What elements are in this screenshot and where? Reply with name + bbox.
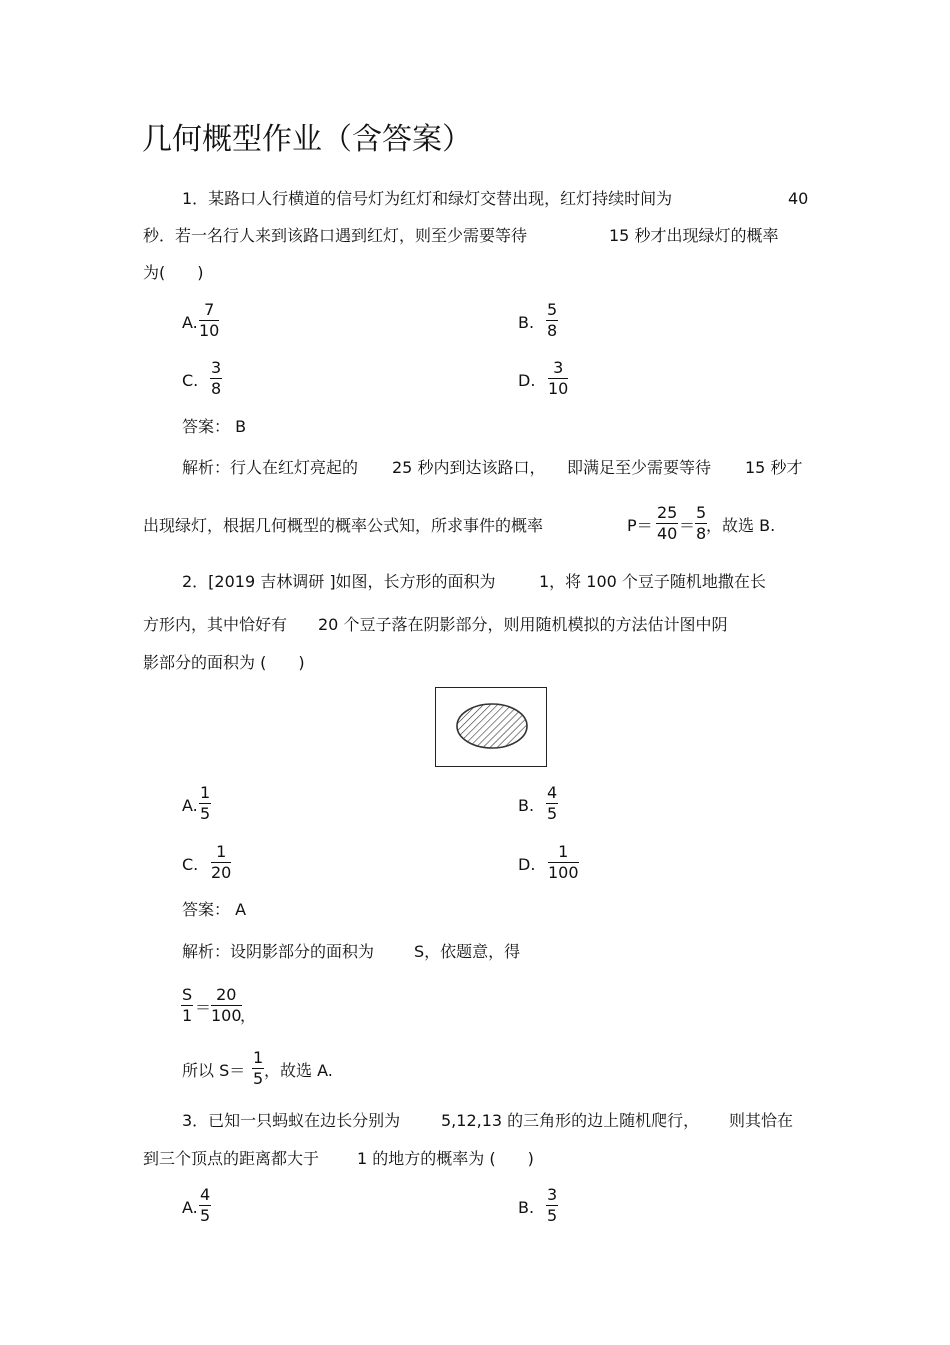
q2-analysis-line1a: 解析：设阴影部分的面积为 (182, 942, 375, 961)
q3-text-line1b: 5,12,13 的三角形的边上随机爬行， (441, 1111, 700, 1130)
q2-answer: 答案： A (182, 900, 247, 919)
q1-option-a-fraction (199, 302, 219, 339)
q1-analysis-P: P＝ (627, 516, 653, 535)
q2-equation-right-denominator: 100 (211, 1006, 242, 1025)
q2-text-line1b: 1，将 100 个豆子随机地撒在长 (539, 572, 766, 591)
q1-analysis-line1a: 解析：行人在红灯亮起的 (182, 458, 359, 477)
q1-text-line1-number: 40 (788, 189, 809, 208)
q2-option-a-label: A. (182, 796, 198, 815)
q1-text-line1: 1．某路口人行横道的信号灯为红灯和绿灯交替出现，红灯持续时间为 (182, 189, 673, 208)
q2-option-b-denominator: 5 (547, 804, 558, 823)
q3-option-a-denominator: 5 (200, 1206, 211, 1225)
q2-text-line3: 影部分的面积为 ( ) (143, 653, 305, 672)
q2-equation-left-denominator: 1 (181, 1006, 193, 1025)
page-title: 几何概型作业（含答案） (142, 122, 472, 157)
q1-text-line2b: 15 秒才出现绿灯的概率 (609, 226, 779, 245)
q3-text-line2a: 到三个顶点的距离都大于 (143, 1149, 320, 1168)
q2-equation-comma: ， (240, 1006, 257, 1025)
q3-option-a-label: A. (182, 1198, 198, 1217)
q1-answer: 答案： B (182, 417, 247, 436)
q2-conclusion-fraction (252, 1050, 264, 1087)
q1-option-c-denominator: 8 (211, 379, 222, 398)
shaded-ellipse-diagram (436, 688, 545, 765)
q1-analysis-fraction-1-numerator: 25 (657, 503, 678, 522)
q1-option-c-numerator: 3 (211, 358, 222, 377)
q3-option-a-numerator: 4 (200, 1185, 211, 1204)
q1-option-d-label: D. (518, 371, 536, 390)
q1-option-c-label: C. (182, 371, 199, 390)
shaded-ellipse (457, 704, 527, 748)
q1-analysis-line1c: 即满足至少需要等待 (567, 458, 712, 477)
q1-option-b-fraction (546, 302, 558, 339)
q1-option-d-denominator: 10 (548, 379, 569, 398)
q2-equation-right-fraction (211, 987, 242, 1024)
q2-equation-equals: ＝ (195, 998, 212, 1017)
q2-option-d-numerator: 1 (548, 844, 579, 863)
q2-equation-left-numerator: S (182, 985, 193, 1004)
q2-text-line2a: 方形内，其中恰好有 (143, 615, 288, 634)
q2-option-d-denominator: 100 (548, 863, 579, 882)
q2-option-d-label: D. (518, 855, 536, 874)
q1-option-a-label: A. (182, 313, 198, 332)
q1-option-b-numerator: 5 (547, 300, 558, 319)
q2-option-c-numerator: 1 (211, 844, 231, 863)
q3-option-b-label: B. (518, 1198, 535, 1217)
q3-option-a-fraction (199, 1187, 211, 1224)
q1-analysis-line2: 出现绿灯，根据几何概型的概率公式知，所求事件的概率 (143, 516, 544, 535)
q1-analysis-fraction-2-numerator: 5 (696, 503, 707, 522)
q3-text-line1a: 3．已知一只蚂蚁在边长分别为 (182, 1111, 401, 1130)
q1-analysis-line1d: 15 秒才 (745, 458, 803, 477)
q2-analysis-line1b: S，依题意，得 (414, 942, 521, 961)
q1-option-d-fraction (548, 360, 568, 397)
q3-option-b-fraction (546, 1187, 558, 1224)
q3-text-line1c: 则其恰在 (729, 1111, 794, 1130)
q1-analysis-end: ，故选 B. (706, 516, 776, 535)
q2-option-b-fraction (546, 785, 558, 822)
q2-option-b-label: B. (518, 796, 535, 815)
q3-option-b-denominator: 5 (547, 1206, 558, 1225)
q2-conclusion-end: ，故选 A. (264, 1061, 333, 1080)
q2-option-c-fraction (211, 844, 231, 881)
q1-analysis-fraction-1 (656, 505, 678, 542)
q1-option-c-fraction (210, 360, 222, 397)
q2-text-line2b: 20 个豆子落在阴影部分，则用随机模拟的方法估计图中阴 (318, 615, 728, 634)
q2-option-c-denominator: 20 (211, 863, 232, 882)
q1-analysis-line1b: 25 秒内到达该路口， (392, 458, 546, 477)
q2-option-c-label: C. (182, 855, 199, 874)
q2-equation-left-fraction (181, 987, 193, 1024)
q2-conclusion-denominator: 5 (253, 1069, 264, 1088)
q1-analysis-equals: ＝ (679, 516, 696, 535)
q3-text-line2b: 1 的地方的概率为 ( ) (357, 1149, 534, 1168)
q2-conclusion-a: 所以 S＝ (182, 1061, 246, 1080)
q1-analysis-fraction-1-denominator: 40 (657, 524, 678, 543)
q2-option-b-numerator: 4 (547, 783, 558, 802)
q1-text-line3: 为( ) (143, 263, 204, 282)
q1-text-line2a: 秒．若一名行人来到该路口遇到红灯，则至少需要等待 (143, 226, 528, 245)
q2-option-d-fraction (548, 844, 579, 881)
q1-analysis-fraction-2-denominator: 8 (696, 524, 707, 543)
q1-option-a-numerator: 7 (199, 302, 219, 321)
rectangle-figure (435, 687, 547, 767)
q2-option-a-denominator: 5 (200, 804, 211, 823)
q2-option-a-numerator: 1 (200, 783, 211, 802)
q1-option-d-numerator: 3 (548, 360, 568, 379)
q1-option-b-denominator: 8 (547, 321, 558, 340)
q2-option-a-fraction (199, 785, 211, 822)
q1-option-a-denominator: 10 (199, 321, 220, 340)
q1-option-b-label: B. (518, 313, 535, 332)
q3-option-b-numerator: 3 (547, 1185, 558, 1204)
q2-conclusion-numerator: 1 (253, 1048, 264, 1067)
q2-text-line1a: 2．[2019 吉林调研 ]如图，长方形的面积为 (182, 572, 496, 591)
q2-equation-right-numerator: 20 (211, 987, 242, 1006)
